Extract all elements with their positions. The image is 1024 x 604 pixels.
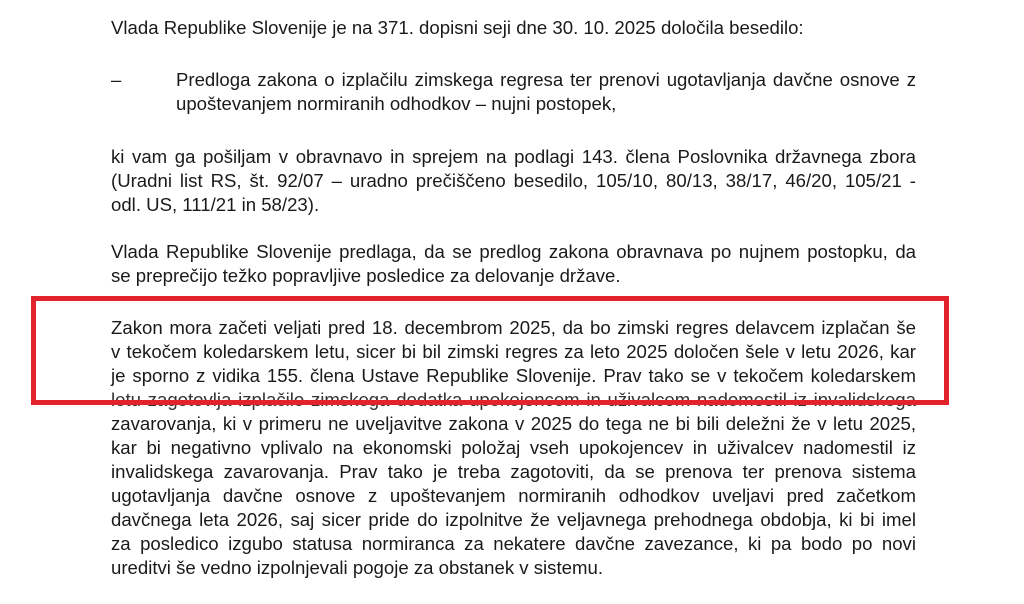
para3-line-3: je sporno z vidika 155. člena Ustave Republike Slovenije. Prav tako se v tekočem koledarskem <box>111 365 916 386</box>
intro-line: Vlada Republike Slovenije je na 371. dopisni seji dne 30. 10. 2025 določila besedilo: <box>111 17 804 38</box>
list-item-line-1: Predloga zakona o izplačilu zimskega regresa ter prenovi ugotavljanja davčne osnove z <box>176 69 916 90</box>
para3-line-7: invalidskega zavarovanja. Prav tako je treba zagotoviti, da se prenova ter prenova sistema <box>111 461 916 482</box>
para1-line-1: ki vam ga pošiljam v obravnavo in sprejem na podlagi 143. člena Poslovnika državnega zbora <box>111 146 916 167</box>
para2-line-1: Vlada Republike Slovenije predlaga, da se predlog zakona obravnava po nujnem postopku, da <box>111 241 916 262</box>
para3-line-11: ureditvi še vedno izpolnjevali pogoje za obstanek v sistemu. <box>111 557 603 578</box>
para3-line-6: kar bi negativno vplivalo na ekonomski položaj vseh upokojencev in uživalcev nadomestil iz <box>111 437 916 458</box>
para3-line-9: davčnega leta 2026, saj sicer pride do izpolnitve že veljavnega prehodnega obdobja, ki bi imel <box>111 509 916 530</box>
para3-line-1: Zakon mora začeti veljati pred 18. decembrom 2025, da bo zimski regres delavcem izplačan še <box>111 317 916 338</box>
para2-line-2: se preprečijo težko popravljive posledice za delovanje države. <box>111 265 621 286</box>
para1-line-3: odl. US, 111/21 in 58/23). <box>111 194 320 215</box>
para3-line-10: za posledico izgubo statusa normiranca za nekatere davčne zavezance, ki pa bodo po novi <box>111 533 916 554</box>
para1-line-2: (Uradni list RS, št. 92/07 – uradno prečiščeno besedilo, 105/10, 80/13, 38/17, 46/20, 105/21 - <box>111 170 916 191</box>
para3-line-4: letu zagotovlja izplačilo zimskega dodatka upokojencem in uživalcem nadomestil iz invalidskega <box>111 389 916 410</box>
para3-line-8: ugotavljanja davčne osnove z upoštevanjem normiranih odhodkov uveljavi pred začetkom <box>111 485 916 506</box>
para3-line-5: zavarovanja, ki v primeru ne uveljavitve zakona v 2025 do tega ne bi bili deležni že v letu 2025, <box>111 413 916 434</box>
para3-line-2: v tekočem koledarskem letu, sicer bi bil zimski regres za leto 2025 določen šele v letu 2026, kar <box>111 341 916 362</box>
list-marker: – <box>111 69 122 90</box>
list-item-line-2: upoštevanjem normiranih odhodkov – nujni postopek, <box>176 93 617 114</box>
